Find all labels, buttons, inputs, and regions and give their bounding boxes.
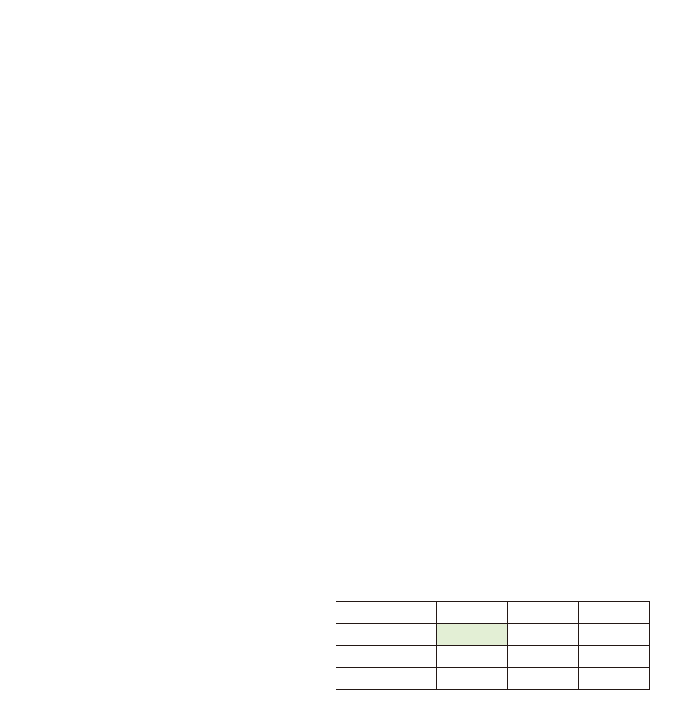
cell-upper: [508, 668, 579, 690]
table-row: [336, 646, 650, 668]
cell-standard: [437, 646, 508, 668]
header-upper: [508, 602, 579, 624]
size-table: [336, 601, 650, 690]
table-row: [336, 668, 650, 690]
table-header-row: [336, 602, 650, 624]
cell-lower: [579, 646, 650, 668]
cell-lower: [579, 624, 650, 646]
cell-size: [336, 646, 437, 668]
cell-standard: [437, 624, 508, 646]
cell-upper: [508, 624, 579, 646]
cell-lower: [579, 668, 650, 690]
table-row: [336, 624, 650, 646]
header-size: [336, 602, 437, 624]
header-standard: [437, 602, 508, 624]
header-lower: [579, 602, 650, 624]
cell-size: [336, 668, 437, 690]
cell-upper: [508, 646, 579, 668]
cell-standard: [437, 668, 508, 690]
cell-size: [336, 624, 437, 646]
